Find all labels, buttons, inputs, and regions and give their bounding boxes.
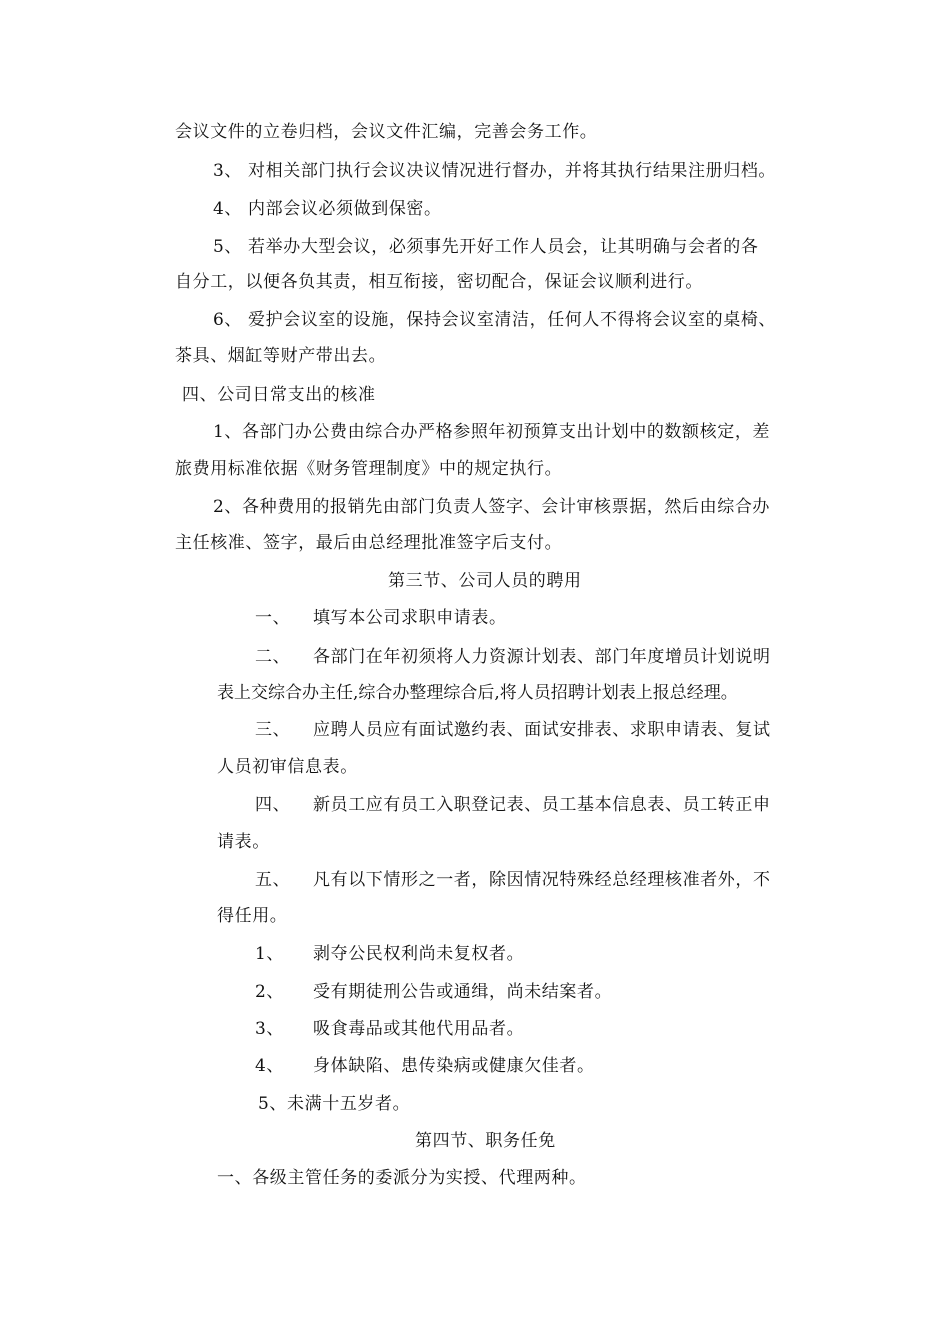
text-line: 自分工，以便各负其责，相互衔接，密切配合，保证会议顺利进行。 [175,272,703,292]
list-marker: 五、 [255,870,291,890]
section-title: 第四节、职务任免 [415,1131,556,1151]
list-marker: 2、 [255,982,285,1002]
list-marker: 3、 [255,1019,285,1039]
text-line: 会议文件的立卷归档，会议文件汇编，完善会务工作。 [175,122,598,142]
text-line: 身体缺陷、患传染病或健康欠佳者。 [313,1056,595,1076]
text-line: 旅费用标准依据《财务管理制度》中的规定执行。 [175,459,563,479]
text-line: 填写本公司求职申请表。 [313,608,507,628]
text-line: 新员工应有员工入职登记表、员工基本信息表、员工转正申 [313,795,771,815]
text-line: 3、 对相关部门执行会议决议情况进行督办，并将其执行结果注册归档。 [213,161,777,181]
text-line: 各部门在年初须将人力资源计划表、部门年度增员计划说明 [313,647,771,667]
list-marker: 四、 [255,795,291,815]
text-line: 4、 内部会议必须做到保密。 [213,199,442,219]
text-line: 5、未满十五岁者。 [258,1094,411,1114]
section-heading: 四、公司日常支出的核准 [182,385,376,405]
text-line: 6、 爱护会议室的设施，保持会议室清洁，任何人不得将会议室的桌椅、 [213,310,777,330]
text-line: 凡有以下情形之一者，除因情况特殊经总经理核准者外，不 [313,870,771,890]
section-title: 第三节、公司人员的聘用 [388,571,582,591]
text-line: 5、 若举办大型会议，必须事先开好工作人员会，让其明确与会者的各 [213,237,759,257]
text-line: 得任用。 [217,906,288,926]
text-line: 应聘人员应有面试邀约表、面试安排表、求职申请表、复试 [313,720,771,740]
text-line: 表上交综合办主任,综合办整理综合后,将人员招聘计划表上报总经理。 [217,683,738,703]
text-line: 受有期徒刑公告或通缉，尚未结案者。 [313,982,613,1002]
text-line: 主任核准、签字，最后由总经理批准签字后支付。 [175,533,563,553]
text-line: 茶具、烟缸等财产带出去。 [175,346,387,366]
list-marker: 4、 [255,1056,285,1076]
list-marker: 1、 [255,944,285,964]
text-line: 2、各种费用的报销先由部门负责人签字、会计审核票据，然后由综合办 [213,497,771,517]
text-line: 剥夺公民权利尚未复权者。 [313,944,525,964]
text-line: 请表。 [217,832,270,852]
text-line: 人员初审信息表。 [217,757,358,777]
list-marker: 二、 [255,647,291,667]
text-line: 一、各级主管任务的委派分为实授、代理两种。 [217,1168,587,1188]
text-line: 吸食毒品或其他代用品者。 [313,1019,525,1039]
text-line: 1、各部门办公费由综合办严格参照年初预算支出计划中的数额核定，差 [213,422,771,442]
list-marker: 一、 [255,608,291,628]
list-marker: 三、 [255,720,291,740]
